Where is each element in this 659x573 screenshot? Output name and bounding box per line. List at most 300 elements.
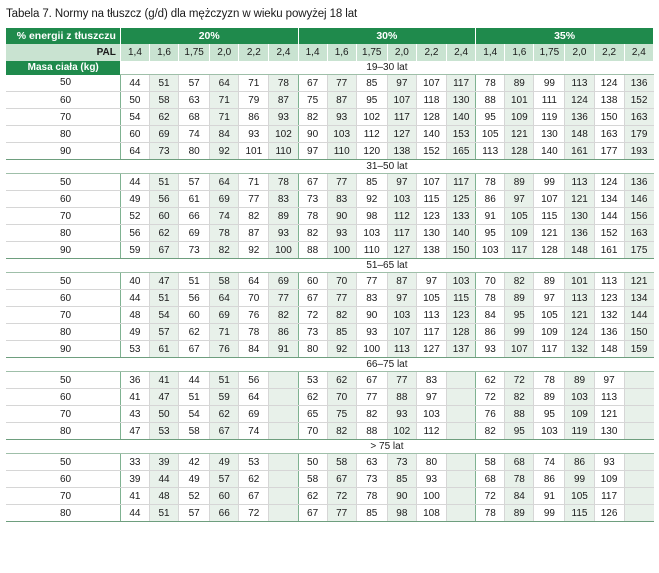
value-cell: 99 <box>534 174 565 191</box>
value-cell: 97 <box>594 372 624 389</box>
value-cell: 51 <box>149 174 178 191</box>
value-cell: 71 <box>239 174 269 191</box>
value-cell: 163 <box>624 109 653 126</box>
value-cell: 63 <box>179 92 210 109</box>
value-cell: 59 <box>120 242 149 259</box>
value-cell: 72 <box>298 307 327 324</box>
value-cell: 101 <box>239 143 269 160</box>
value-cell: 117 <box>447 174 476 191</box>
table-row <box>6 290 654 307</box>
value-cell: 77 <box>356 273 387 290</box>
value-cell: 128 <box>505 143 534 160</box>
value-cell: 90 <box>298 126 327 143</box>
value-cell: 113 <box>416 307 446 324</box>
value-cell: 75 <box>327 406 356 423</box>
value-cell: 80 <box>179 143 210 160</box>
value-cell: 68 <box>505 454 534 471</box>
value-cell: 101 <box>505 92 534 109</box>
value-cell: 70 <box>476 273 505 290</box>
value-cell: 60 <box>179 307 210 324</box>
value-cell: 93 <box>476 341 505 358</box>
value-cell: 78 <box>298 208 327 225</box>
value-cell: 68 <box>179 109 210 126</box>
value-cell: 33 <box>120 454 149 471</box>
value-cell: 138 <box>416 242 446 259</box>
value-cell: 161 <box>594 242 624 259</box>
table-row <box>6 307 654 324</box>
pal-value: 1,4 <box>120 44 149 61</box>
body-mass-cell: 70 <box>6 109 120 126</box>
value-cell: 78 <box>476 290 505 307</box>
value-cell: 107 <box>387 324 416 341</box>
value-cell: 78 <box>505 471 534 488</box>
value-cell: 82 <box>239 208 269 225</box>
value-cell: 124 <box>594 75 624 92</box>
value-cell: 74 <box>239 423 269 440</box>
value-cell: 51 <box>179 389 210 406</box>
value-cell: 120 <box>356 143 387 160</box>
value-cell: 67 <box>239 488 269 505</box>
value-cell: 100 <box>356 341 387 358</box>
value-cell: 89 <box>505 290 534 307</box>
table-row <box>6 273 654 290</box>
value-cell: 78 <box>210 225 239 242</box>
value-cell: 76 <box>210 341 239 358</box>
value-cell: 128 <box>447 324 476 341</box>
value-cell: 92 <box>327 341 356 358</box>
value-cell: 57 <box>210 471 239 488</box>
pal-value: 1,4 <box>476 44 505 61</box>
value-cell: 82 <box>210 242 239 259</box>
value-cell: 78 <box>269 75 298 92</box>
value-cell: 72 <box>505 372 534 389</box>
body-mass-cell: 70 <box>6 406 120 423</box>
value-cell: 121 <box>624 273 653 290</box>
value-cell: 97 <box>416 273 446 290</box>
value-cell: 64 <box>210 290 239 307</box>
value-cell: 74 <box>534 454 565 471</box>
value-cell: 119 <box>534 109 565 126</box>
value-cell: 53 <box>149 423 178 440</box>
value-cell: 115 <box>416 191 446 208</box>
energy-group-35: 35% <box>476 28 654 44</box>
value-cell: 156 <box>624 208 653 225</box>
table-row <box>6 505 654 522</box>
table-row <box>6 406 654 423</box>
value-cell: 67 <box>298 505 327 522</box>
value-cell: 82 <box>327 423 356 440</box>
value-cell: 146 <box>624 191 653 208</box>
value-cell: 73 <box>179 242 210 259</box>
value-cell: 95 <box>534 406 565 423</box>
value-cell: 88 <box>505 406 534 423</box>
value-cell <box>269 389 298 406</box>
value-cell: 78 <box>476 75 505 92</box>
value-cell: 77 <box>356 389 387 406</box>
value-cell: 121 <box>565 307 594 324</box>
value-cell: 83 <box>356 290 387 307</box>
value-cell: 70 <box>239 290 269 307</box>
value-cell: 112 <box>356 126 387 143</box>
value-cell: 138 <box>594 92 624 109</box>
value-cell: 128 <box>416 109 446 126</box>
value-cell: 85 <box>327 324 356 341</box>
value-cell: 48 <box>149 488 178 505</box>
value-cell: 71 <box>210 92 239 109</box>
fat-norms-table <box>6 28 654 522</box>
value-cell: 121 <box>594 406 624 423</box>
value-cell: 87 <box>239 225 269 242</box>
value-cell: 163 <box>624 225 653 242</box>
value-cell <box>624 505 653 522</box>
pal-value: 2,2 <box>416 44 446 61</box>
value-cell: 69 <box>210 191 239 208</box>
value-cell: 95 <box>476 109 505 126</box>
value-cell: 51 <box>179 273 210 290</box>
value-cell: 41 <box>120 488 149 505</box>
age-group-row <box>6 358 654 372</box>
value-cell: 72 <box>239 505 269 522</box>
value-cell: 88 <box>476 92 505 109</box>
value-cell: 67 <box>298 75 327 92</box>
value-cell: 103 <box>534 423 565 440</box>
value-cell: 86 <box>476 324 505 341</box>
value-cell: 82 <box>505 273 534 290</box>
value-cell: 107 <box>534 191 565 208</box>
value-cell: 58 <box>149 92 178 109</box>
value-cell: 138 <box>387 143 416 160</box>
value-cell: 70 <box>327 389 356 406</box>
value-cell: 90 <box>327 208 356 225</box>
body-mass-cell: 60 <box>6 471 120 488</box>
value-cell: 110 <box>269 143 298 160</box>
value-cell: 56 <box>179 290 210 307</box>
value-cell: 130 <box>447 92 476 109</box>
value-cell: 105 <box>565 488 594 505</box>
value-cell <box>447 488 476 505</box>
value-cell: 44 <box>120 505 149 522</box>
value-cell <box>447 389 476 406</box>
value-cell: 83 <box>327 191 356 208</box>
energy-group-30: 30% <box>298 28 476 44</box>
value-cell: 89 <box>505 75 534 92</box>
value-cell: 121 <box>505 126 534 143</box>
value-cell: 117 <box>447 75 476 92</box>
value-cell: 53 <box>298 372 327 389</box>
age-group-label: 19–30 lat <box>120 61 653 75</box>
value-cell: 69 <box>239 406 269 423</box>
pal-value: 1,6 <box>149 44 178 61</box>
age-group-row <box>6 160 654 174</box>
value-cell: 103 <box>447 273 476 290</box>
value-cell: 97 <box>387 75 416 92</box>
value-cell: 43 <box>120 406 149 423</box>
value-cell: 50 <box>120 92 149 109</box>
pal-value: 1,75 <box>356 44 387 61</box>
value-cell: 89 <box>505 505 534 522</box>
value-cell: 54 <box>120 109 149 126</box>
value-cell <box>624 454 653 471</box>
table-row <box>6 341 654 358</box>
value-cell: 39 <box>149 454 178 471</box>
value-cell: 72 <box>476 488 505 505</box>
value-cell: 97 <box>534 290 565 307</box>
pal-value: 2,0 <box>565 44 594 61</box>
value-cell: 62 <box>298 389 327 406</box>
body-mass-cell: 70 <box>6 208 120 225</box>
body-mass-cell: 90 <box>6 143 120 160</box>
value-cell: 105 <box>476 126 505 143</box>
value-cell: 112 <box>387 208 416 225</box>
value-cell: 130 <box>534 126 565 143</box>
value-cell: 78 <box>476 174 505 191</box>
value-cell: 77 <box>327 505 356 522</box>
value-cell: 93 <box>356 324 387 341</box>
value-cell: 113 <box>565 174 594 191</box>
value-cell: 82 <box>269 307 298 324</box>
value-cell: 67 <box>210 423 239 440</box>
value-cell: 84 <box>239 341 269 358</box>
value-cell: 124 <box>594 174 624 191</box>
value-cell: 83 <box>269 191 298 208</box>
age-group-row <box>6 440 654 454</box>
value-cell: 117 <box>387 225 416 242</box>
value-cell: 102 <box>387 423 416 440</box>
mass-label: Masa ciała (kg) <box>6 61 120 75</box>
value-cell <box>269 505 298 522</box>
value-cell: 53 <box>239 454 269 471</box>
value-cell: 69 <box>210 307 239 324</box>
body-mass-cell: 80 <box>6 225 120 242</box>
value-cell: 130 <box>416 225 446 242</box>
value-cell: 67 <box>356 372 387 389</box>
age-row-spacer <box>6 358 120 372</box>
value-cell: 58 <box>298 471 327 488</box>
value-cell <box>269 372 298 389</box>
value-cell: 107 <box>387 92 416 109</box>
value-cell: 74 <box>179 126 210 143</box>
value-cell: 77 <box>327 174 356 191</box>
value-cell: 69 <box>179 225 210 242</box>
body-mass-cell: 60 <box>6 191 120 208</box>
value-cell: 100 <box>416 488 446 505</box>
value-cell: 89 <box>505 174 534 191</box>
value-cell: 95 <box>476 225 505 242</box>
value-cell: 140 <box>416 126 446 143</box>
value-cell: 58 <box>210 273 239 290</box>
value-cell: 89 <box>534 273 565 290</box>
age-group-label: 51–65 lat <box>120 259 653 273</box>
value-cell: 50 <box>149 406 178 423</box>
value-cell: 64 <box>210 75 239 92</box>
body-mass-cell: 80 <box>6 423 120 440</box>
value-cell: 89 <box>534 389 565 406</box>
value-cell: 73 <box>149 143 178 160</box>
table-row <box>6 109 654 126</box>
value-cell: 100 <box>327 242 356 259</box>
value-cell: 87 <box>387 273 416 290</box>
value-cell: 67 <box>327 471 356 488</box>
pal-value: 2,0 <box>387 44 416 61</box>
value-cell: 101 <box>565 273 594 290</box>
table-row <box>6 372 654 389</box>
value-cell: 134 <box>594 191 624 208</box>
age-group-label: 66–75 lat <box>120 358 653 372</box>
value-cell: 109 <box>505 109 534 126</box>
value-cell: 61 <box>149 341 178 358</box>
value-cell: 87 <box>327 92 356 109</box>
value-cell: 130 <box>594 423 624 440</box>
value-cell: 140 <box>447 225 476 242</box>
value-cell: 44 <box>179 372 210 389</box>
pal-value: 1,6 <box>327 44 356 61</box>
energy-label: % energii z tłuszczu <box>6 28 120 44</box>
value-cell: 90 <box>387 488 416 505</box>
energy-header-row <box>6 28 654 44</box>
value-cell <box>624 423 653 440</box>
value-cell: 51 <box>149 290 178 307</box>
value-cell: 77 <box>327 75 356 92</box>
value-cell: 93 <box>269 225 298 242</box>
value-cell: 67 <box>298 290 327 307</box>
table-row <box>6 389 654 406</box>
value-cell: 108 <box>416 505 446 522</box>
body-mass-cell: 90 <box>6 242 120 259</box>
value-cell: 62 <box>149 225 178 242</box>
value-cell: 103 <box>327 126 356 143</box>
value-cell: 98 <box>356 208 387 225</box>
value-cell: 88 <box>298 242 327 259</box>
value-cell: 77 <box>269 290 298 307</box>
value-cell: 102 <box>356 109 387 126</box>
value-cell: 78 <box>476 505 505 522</box>
value-cell: 80 <box>416 454 446 471</box>
value-cell: 95 <box>356 92 387 109</box>
value-cell: 71 <box>210 324 239 341</box>
value-cell <box>624 389 653 406</box>
value-cell: 36 <box>120 372 149 389</box>
value-cell: 85 <box>356 505 387 522</box>
value-cell: 115 <box>447 290 476 307</box>
table-row <box>6 471 654 488</box>
pal-value: 1,4 <box>298 44 327 61</box>
value-cell: 118 <box>416 92 446 109</box>
value-cell: 82 <box>356 406 387 423</box>
value-cell: 74 <box>210 208 239 225</box>
table-row <box>6 143 654 160</box>
value-cell: 103 <box>387 307 416 324</box>
value-cell: 115 <box>534 208 565 225</box>
body-mass-cell: 50 <box>6 273 120 290</box>
value-cell: 159 <box>624 341 653 358</box>
value-cell: 44 <box>149 471 178 488</box>
value-cell: 56 <box>149 191 178 208</box>
value-cell: 121 <box>565 191 594 208</box>
pal-header-row <box>6 44 654 61</box>
value-cell: 93 <box>327 225 356 242</box>
value-cell: 51 <box>149 75 178 92</box>
value-cell: 86 <box>476 191 505 208</box>
table-row <box>6 242 654 259</box>
value-cell: 77 <box>239 191 269 208</box>
value-cell: 136 <box>565 109 594 126</box>
value-cell: 103 <box>565 389 594 406</box>
value-cell: 57 <box>179 174 210 191</box>
body-mass-cell: 80 <box>6 126 120 143</box>
value-cell: 92 <box>239 242 269 259</box>
value-cell: 70 <box>327 273 356 290</box>
value-cell: 97 <box>387 290 416 307</box>
value-cell: 107 <box>416 174 446 191</box>
value-cell: 57 <box>179 505 210 522</box>
table-row <box>6 208 654 225</box>
value-cell: 71 <box>239 75 269 92</box>
value-cell: 152 <box>594 225 624 242</box>
value-cell: 54 <box>149 307 178 324</box>
value-cell: 47 <box>120 423 149 440</box>
value-cell: 47 <box>149 389 178 406</box>
value-cell: 123 <box>416 208 446 225</box>
value-cell: 79 <box>239 92 269 109</box>
value-cell: 66 <box>179 208 210 225</box>
value-cell: 91 <box>534 488 565 505</box>
value-cell: 44 <box>120 174 149 191</box>
value-cell: 58 <box>327 454 356 471</box>
value-cell: 49 <box>120 324 149 341</box>
value-cell: 60 <box>120 126 149 143</box>
value-cell: 98 <box>387 505 416 522</box>
value-cell: 78 <box>269 174 298 191</box>
value-cell: 51 <box>149 505 178 522</box>
table-row <box>6 75 654 92</box>
value-cell: 91 <box>269 341 298 358</box>
value-cell: 64 <box>239 389 269 406</box>
value-cell: 52 <box>179 488 210 505</box>
value-cell: 179 <box>624 126 653 143</box>
value-cell: 82 <box>476 423 505 440</box>
age-row-spacer <box>6 160 120 174</box>
value-cell: 41 <box>120 389 149 406</box>
body-mass-cell: 50 <box>6 174 120 191</box>
value-cell: 99 <box>505 324 534 341</box>
value-cell <box>447 406 476 423</box>
value-cell: 107 <box>416 75 446 92</box>
value-cell: 73 <box>298 191 327 208</box>
value-cell: 115 <box>565 505 594 522</box>
value-cell: 82 <box>298 109 327 126</box>
body-mass-cell: 60 <box>6 290 120 307</box>
value-cell: 93 <box>594 454 624 471</box>
value-cell: 60 <box>210 488 239 505</box>
value-cell: 61 <box>179 191 210 208</box>
body-mass-cell: 50 <box>6 75 120 92</box>
value-cell: 77 <box>387 372 416 389</box>
value-cell: 72 <box>476 389 505 406</box>
value-cell: 75 <box>298 92 327 109</box>
body-mass-cell: 90 <box>6 341 120 358</box>
value-cell: 109 <box>534 324 565 341</box>
value-cell: 148 <box>565 126 594 143</box>
value-cell: 80 <box>298 341 327 358</box>
value-cell: 100 <box>269 242 298 259</box>
value-cell: 107 <box>505 341 534 358</box>
value-cell: 66 <box>210 505 239 522</box>
value-cell: 83 <box>416 372 446 389</box>
value-cell: 95 <box>505 423 534 440</box>
value-cell: 99 <box>534 505 565 522</box>
value-cell: 57 <box>179 75 210 92</box>
value-cell: 93 <box>269 109 298 126</box>
